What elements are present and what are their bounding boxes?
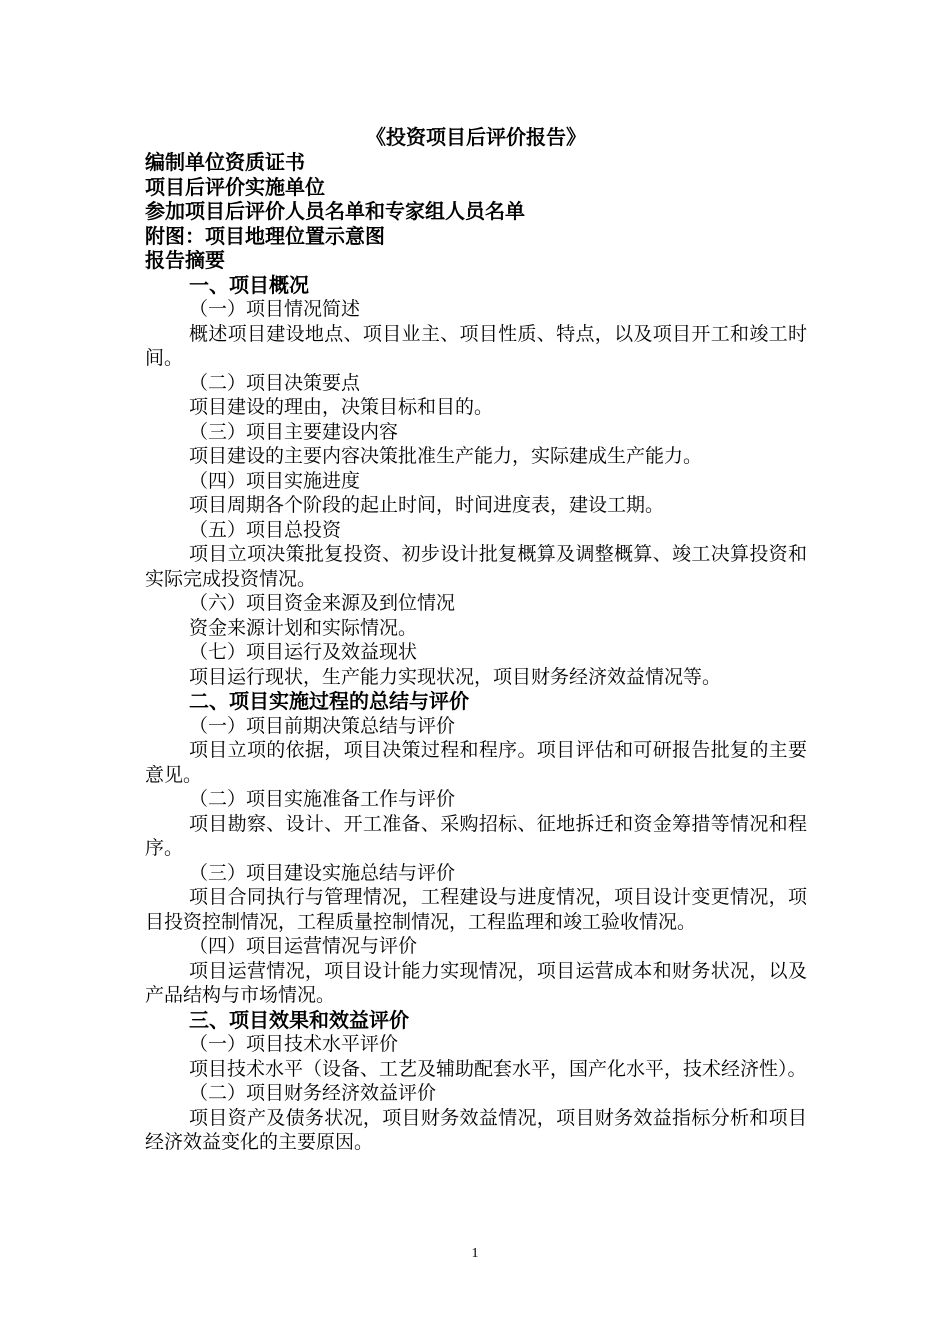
subsection-heading: （二）项目实施准备工作与评价 (189, 788, 456, 810)
section-heading: 一、项目概况 (189, 272, 309, 297)
body-paragraph: 概述项目建设地点、项目业主、项目性质、特点，以及项目开工和竣工时间。 (145, 322, 807, 369)
body-paragraph: 项目立项决策批复投资、初步设计批复概算及调整概算、竣工决算投资和实际完成投资情况。 (145, 543, 807, 590)
body-paragraph: 项目运营情况，项目设计能力实现情况，项目运营成本和财务状况，以及产品结构与市场情况。 (145, 959, 807, 1006)
front-matter-heading: 编制单位资质证书 (145, 150, 305, 174)
subsection-heading: （五）项目总投资 (189, 518, 342, 541)
subsection-heading: （二）项目决策要点 (189, 371, 361, 394)
document-body (145, 124, 807, 1155)
page-number: 1 (471, 1246, 479, 1261)
front-matter-heading: 报告摘要 (145, 248, 225, 272)
body-paragraph: 资金来源计划和实际情况。 (189, 616, 418, 639)
body-paragraph: 项目勘察、设计、开工准备、采购招标、征地拆迁和资金筹措等情况和程序。 (145, 812, 807, 859)
body-paragraph: 项目合同执行与管理情况，工程建设与进度情况，项目设计变更情况，项目投资控制情况，工程质量控制情况，工程监理和竣工验收情况。 (145, 886, 807, 933)
subsection-heading: （七）项目运行及效益现状 (189, 641, 418, 663)
section-heading: 三、项目效果和效益评价 (189, 1007, 409, 1032)
body-paragraph: 项目技术水平（设备、工艺及辅助配套水平，国产化水平，技术经济性）。 (189, 1057, 807, 1080)
body-paragraph: 项目立项的依据，项目决策过程和程序。项目评估和可研报告批复的主要意见。 (145, 739, 807, 786)
subsection-heading: （六）项目资金来源及到位情况 (189, 592, 456, 614)
body-paragraph: 项目建设的理由，决策目标和目的。 (189, 396, 494, 418)
subsection-heading: （四）项目运营情况与评价 (189, 935, 418, 957)
subsection-heading: （一）项目情况简述 (189, 298, 361, 320)
subsection-heading: （三）项目主要建设内容 (189, 420, 399, 443)
body-paragraph: 项目运行现状，生产能力实现状况，项目财务经济效益情况等。 (189, 665, 722, 688)
body-paragraph: 项目建设的主要内容决策批准生产能力，实际建成生产能力。 (189, 445, 703, 467)
front-matter-heading: 参加项目后评价人员名单和专家组人员名单 (145, 199, 525, 223)
subsection-heading: （三）项目建设实施总结与评价 (189, 861, 456, 884)
document-title: 《投资项目后评价报告》 (366, 125, 586, 149)
front-matter-heading: 附图：项目地理位置示意图 (145, 223, 385, 248)
subsection-heading: （二）项目财务经济效益评价 (189, 1082, 437, 1104)
subsection-heading: （四）项目实施进度 (189, 469, 361, 492)
subsection-heading: （一）项目前期决策总结与评价 (189, 714, 456, 737)
section-heading: 二、项目实施过程的总结与评价 (189, 689, 469, 713)
body-paragraph: 项目资产及债务状况，项目财务效益情况，项目财务效益指标分析和项目经济效益变化的主要原因。 (145, 1106, 807, 1153)
subsection-heading: （一）项目技术水平评价 (189, 1033, 399, 1055)
front-matter-heading: 项目后评价实施单位 (145, 174, 325, 199)
body-paragraph: 项目周期各个阶段的起止时间，时间进度表，建设工期。 (189, 494, 665, 516)
